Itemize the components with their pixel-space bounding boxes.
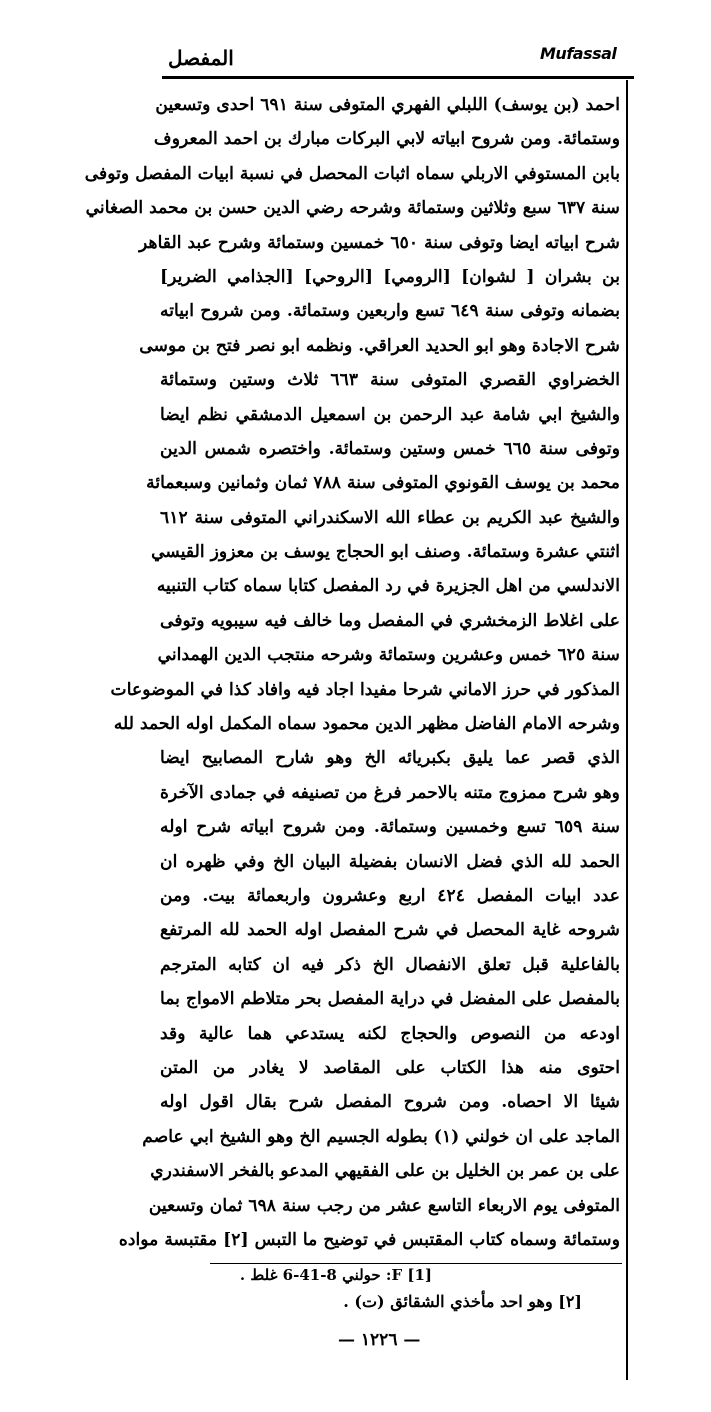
text-line: على بن عمر بن الخليل بن على الفقيهي المدعو بالفخر الاسفندري	[150, 1161, 620, 1182]
text-line: بالمفصل على المفضل في دراية المفصل بحر متلاطم الامواج بما	[160, 989, 620, 1010]
main-text	[84, 88, 621, 1257]
text-line: على اغلاط الزمخشري في المفصل وما خالف فيه سيبويه وتوفى	[160, 610, 620, 631]
text-line: بابن المستوفي الاربلي سماه اثبات المحصل في نسبة ابيات المفصل وتوفى	[84, 163, 620, 184]
text-line: الاندلسي من اهل الجزيرة في رد المفصل كتابا سماه كتاب التنبيه	[156, 576, 620, 597]
text-line: اثنتي عشرة وستمائة. وصنف ابو الحجاج يوسف بن معزوز القيسي	[151, 542, 620, 563]
text-line: سنة ٦٥٩ تسع وخمسين وستمائة. ومن شروح ابياته شرح اوله	[160, 817, 620, 838]
text-line: شرح ابياته ايضا وتوفى سنة ٦٥٠ خمسين وستمائة وشرح عبد القاهر	[139, 232, 620, 253]
text-line: احمد (بن يوسف) اللبلي الفهري المتوفى سنة ٦٩١ احدى وتسعين	[155, 95, 620, 115]
text-line: المتوفى يوم الاربعاء التاسع عشر من رجب سنة ٦٩٨ ثمان وتسعين	[148, 1195, 620, 1216]
text-line: سنة ٦٣٧ سبع وثلاثين وستمائة وشرحه رضي الدين حسن بن محمد الصغاني	[85, 198, 620, 219]
text-line: وستمائة وسماه كتاب المقتبس في توضيح ما التبس [٢] مقتبسة مواده	[118, 1229, 620, 1250]
text-line: احتوى منه هذا الكتاب على المقاصد لا يغادر من المتن	[160, 1057, 620, 1078]
running-header-latin: Mufassal	[540, 44, 617, 63]
footnote-2: [٢] وهو احد مأخذي الشقائق (ت) .	[343, 1292, 582, 1311]
text-line: شيئا الا احصاه. ومن شروح المفصل شرح بقال اقول اوله	[160, 1092, 620, 1113]
text-line: وشرحه الامام الفاضل مظهر الدين محمود سماه المكمل اوله الحمد لله	[113, 714, 620, 735]
footnote-rule	[210, 1263, 622, 1264]
text-line: الحمد لله الذي فضل الانسان بفضيلة البيان الخ وفي ظهره ان	[160, 851, 620, 872]
text-line: محمد بن يوسف القونوي المتوفى سنة ٧٨٨ ثمان وثمانين وسبعمائة	[146, 473, 620, 494]
page-number: — ١٢٢٦ —	[338, 1330, 421, 1350]
text-line: سنة ٦٢٥ خمس وعشرين وستمائة وشرحه منتجب الدين الهمداني	[157, 645, 620, 666]
text-line: بن بشران [ لشوان] [الرومي] [الروحي] [الجذامي الضرير]	[160, 266, 620, 287]
text-line: وستمائة. ومن شروح ابياته لابي البركات مبارك بن احمد المعروف	[153, 129, 620, 150]
text-line: والشيخ ابي شامة عبد الرحمن بن اسمعيل الدمشقي نظم ايضا	[160, 404, 620, 425]
text-line: وتوفى سنة ٦٦٥ خمس وستين وستمائة. واختصره شمس الدين	[160, 438, 620, 459]
text-line: الذي قصر عما يليق بكبريائه الخ وهو شارح المصابيح ايضا	[160, 748, 620, 769]
text-line: اودعه من النصوص والحجاج لكنه يستدعي هما عالية وقد	[160, 1023, 620, 1044]
text-line: عدد ابيات المفصل ٤٢٤ اربع وعشرون واربعمائة بيت. ومن	[160, 885, 621, 906]
text-line: والشيخ عبد الكريم بن عطاء الله الاسكندراني المتوفى سنة ٦١٢	[160, 507, 620, 528]
header-rule	[162, 76, 634, 79]
text-line: شروحه غاية المحصل في شرح المفصل اوله الحمد لله المرتفع	[160, 920, 620, 941]
text-line: الماجد على ان خولني (١) بطوله الجسيم الخ وهو الشيخ ابي عاصم	[142, 1126, 620, 1147]
text-line: وهو شرح ممزوج متنه بالاحمر فرغ من تصنيفه في جمادى الآخرة	[160, 782, 620, 803]
text-line: شرح الاجادة وهو ابو الحديد العراقي. ونظمه ابو نصر فتح بن موسى	[139, 335, 620, 356]
footnote-1: [1] F: حولني 8-41-6 غلط .	[239, 1266, 432, 1284]
text-line: بضمانه وتوفى سنة ٦٤٩ تسع واربعين وستمائة. ومن شروح ابياته	[160, 301, 620, 322]
text-line: بالفاعلية قبل تعلق الانفصال الخ ذكر فيه ان كتابه المترجم	[160, 954, 620, 975]
margin-rule	[626, 80, 628, 1380]
text-line: الخضراوي القصري المتوفى سنة ٦٦٣ ثلاث وستين وستمائة	[160, 370, 620, 391]
text-line: المذكور في حرز الاماني شرحا مفيدا اجاد فيه وافاد كذا في الموضوعات	[110, 679, 620, 700]
running-header-title: المفصل	[168, 46, 234, 70]
